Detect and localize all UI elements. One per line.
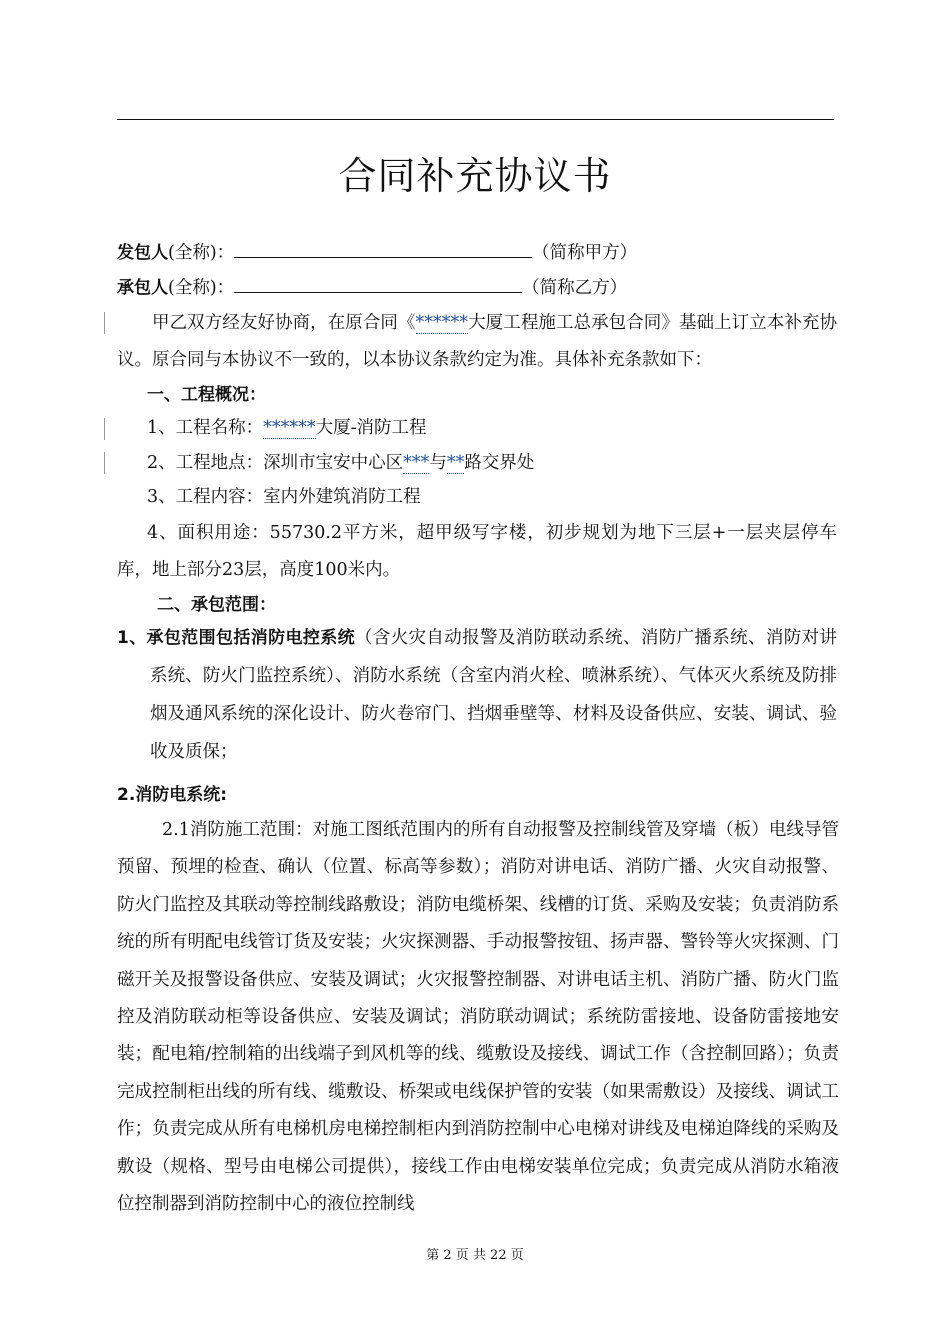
intro-paragraph [117,305,837,379]
header-rule [117,119,834,120]
contractor-suffix: (全称)： [168,278,235,298]
revision-bar [104,452,105,474]
section2-heading: 二、承包范围： [157,595,276,615]
location-mid: 与 [429,453,447,473]
project-name-prefix: 1、工程名称： [147,418,264,438]
intro-text-1: 甲乙双方经友好协商，在原合同《 [152,313,416,333]
employer-short: （简称甲方） [532,243,638,263]
area-use-paragraph: 4、面积用途：55730.2平方米，超甲级写字楼，初步规划为地下三层+一层夹层停车库，地上部分23层，高度100米内。 [117,523,837,580]
revision-bar [104,312,105,334]
project-location-line [147,448,534,478]
location-link-1[interactable]: *** [403,453,430,473]
intro-text-2: 大厦工程施工总承包合同》基础上订立本补充协议。原合同与本协议不一致的，以本协议条款约定为准。具体补充条款如下： [117,313,838,370]
employer-line [117,238,637,268]
project-content-line: 3、工程内容：室内外建筑消防工程 [147,487,421,507]
fire-electrical-paragraph: 2.1消防施工范围：对施工图纸范围内的所有自动报警及控制线管及穿墙（板）电线导管预留、预埋的检查、确认（位置、标高等参数）；消防对讲电话、消防广播、火灾自动报警、防火门监控及其联动等控制线路敷设；消防电缆桥架、线槽的订货、采购及安装；负责消防系统的所有明配电线管订货及安装；火灾探测器、手动报警按钮、扬声器、警铃等火灾探测、门磁开关及报警设备供应、安装及调试；火灾报警控制器、对讲电话主机、消防广播、防火门监控及消防联动柜等设备供应、安装及调试；消防联动调试；系统防雷接地、设备防雷接地安装；配电箱/控制箱的出线端子到风机等的线、缆敷设及接线、调试工作（含控制回路）；负责完成控制柜出线的所有线、缆敷设、桥架或电线保护管的安装（如果需敷设）及接线、调试工作；负责完成从所有电梯机房电梯控制柜内到消防控制中心电梯对讲线及电梯迫降线的采购及敷设（规格、型号由电梯公司提供），接线工作由电梯安装单位完成；负责完成从消防水箱液位控制器到消防控制中心的液位控制线 [117,820,839,1215]
page-title: 合同补充协议书 [338,154,612,198]
scope-bold-text: 1、承包范围包括消防电控系统 [117,628,355,648]
contractor-label: 承包人 [117,278,168,298]
project-name-link[interactable]: ****** [263,418,316,438]
scope-paragraph [117,619,837,771]
contractor-name-field[interactable] [234,274,522,293]
employer-suffix: (全称)： [168,243,235,263]
section1-heading: 一、工程概况： [147,385,266,405]
location-rest: 路交界处 [464,453,535,473]
revision-bar [104,418,105,440]
employer-name-field[interactable] [234,239,532,258]
project-name-line [147,413,427,443]
scope-rest-text: （含火灾自动报警及消防联动系统、消防广播系统、消防对讲系统、防火门监控系统）、消防水系统（含室内消火栓、喷淋系统）、气体灭火系统及防排烟及通风系统的深化设计、防火卷帘门、挡烟垂壁等、材料及设备供应、安装、调试、验收及质保； [150,628,838,762]
page-footer: 第 2 页 共 22 页 [426,1248,524,1263]
intro-project-link[interactable]: ****** [415,313,469,333]
project-name-rest: 大厦-消防工程 [315,418,427,438]
contractor-line [117,273,627,303]
section3-heading: 2.消防电系统: [117,785,228,805]
contractor-short: （简称乙方） [522,278,628,298]
location-prefix: 2、工程地点：深圳市宝安中心区 [147,453,404,473]
location-link-2[interactable]: ** [446,453,465,473]
employer-label: 发包人 [117,243,168,263]
